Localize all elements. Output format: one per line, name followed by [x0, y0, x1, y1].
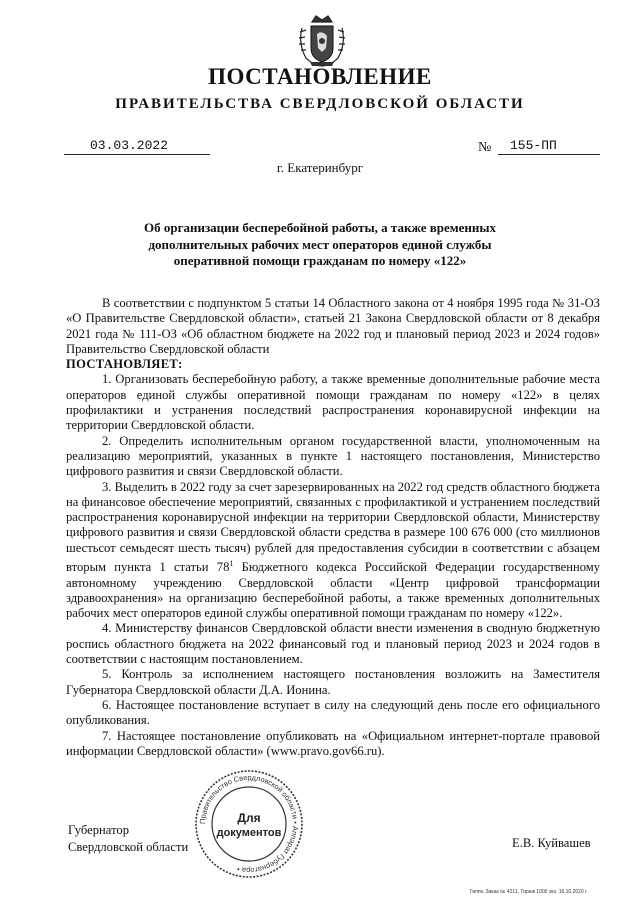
article-superscript: 1 — [229, 559, 234, 569]
coat-of-arms-icon — [296, 14, 348, 68]
seal-center-line-2: документов — [216, 827, 282, 839]
intro-paragraph: В соответствии с подпунктом 5 статьи 14 Областного закона от 4 ноября 1995 года № 31-ОЗ «О Правительстве Свердловской области», статьей 21 Закона Свердловской области от 8 декабря 2021 года № 111-ОЗ «Об областном бюджете на 2022 год и плановый период 2023 и 2024 годов» Правительство Свердловской области — [66, 296, 600, 356]
clause-3-text-a: 3. Выделить в 2022 году за счет зарезервированных на 2022 год средств областного бюджета на финансовое обеспечение мероприятий, связанных с профилактикой и устранением последствий распространения коронавирусной инфекции на территории Свердловской области, Министерству цифрового развития и связи Свердловской области средства в размере 100 676 000 (сто миллионов шестьсот семьдесят шесть тысяч) рублей для предоставления субсидии в соответствии с абзацем вторым пункта 1 статьи 78 — [66, 479, 600, 575]
document-date: 03.03.2022 — [64, 138, 210, 155]
document-number: 155-ПП — [498, 138, 600, 155]
number-sign: № — [478, 140, 492, 155]
issuing-authority: ПРАВИТЕЛЬСТВА СВЕРДЛОВСКОЙ ОБЛАСТИ — [115, 96, 525, 112]
document-heading — [80, 220, 560, 270]
clause-2: 2. Определить исполнительным органом государственной власти, уполномоченным на реализацию мероприятий, указанных в пункте 1 настоящего постановления, Министерство цифрового развития и связи Свердловской области. — [66, 433, 600, 479]
clause-4: 4. Министерству финансов Свердловской области внести изменения в сводную бюджетную роспись областного бюджета на 2022 финансовый год и плановый период 2023 и 2024 годов в соответствии с настоящим постановлением. — [66, 621, 600, 667]
document-body — [66, 296, 600, 759]
heading-line: Об организации бесперебойной работы, а также временных — [143, 220, 496, 235]
seal-center-line-1: Для — [237, 811, 261, 825]
print-footer: Гиппк. Заказ № 4211. Тираж 1000 экз. 16.10.2020 г. — [470, 889, 588, 895]
clause-5: 5. Контроль за исполнением настоящего постановления возложить на Заместителя Губернатора Свердловской области Д.А. Ионина. — [66, 667, 600, 697]
clause-6: 6. Настоящее постановление вступает в силу на следующий день после его официального опубликования. — [66, 697, 600, 728]
clause-7: 7. Настоящее постановление опубликовать на «Официальном интернет-портале правовой информации Свердловской области» (www.pravo.gov66.ru). — [66, 728, 600, 758]
resolve-word: ПОСТАНОВЛЯЕТ: — [66, 357, 183, 372]
official-seal — [193, 768, 305, 880]
heading-line: оперативной помощи гражданам по номеру «122» — [173, 253, 467, 268]
heading-line: дополнительных рабочих мест операторов единой службы — [148, 236, 492, 252]
signatory-title-line-2: Свердловской области — [68, 840, 189, 854]
clause-3 — [66, 480, 600, 622]
signatory-name: Е.В. Куйвашев — [512, 836, 591, 850]
signatory-title-line-1: Губернатор — [68, 823, 129, 837]
city-line: г. Екатеринбург — [276, 160, 364, 175]
document-type-title: ПОСТАНОВЛЕНИЕ — [208, 64, 432, 89]
clause-3-text-b: Бюджетного кодекса Российской Федерации государственному автономному учреждению Свердловской области «Центр цифровой трансформации здравоохранения» на организацию бесперебойной работы, а также временных дополнительных рабочих мест операторов единой службы оперативной помощи гражданам по номеру «122». — [66, 560, 601, 621]
seal-ring-text: Правительство Свердловской области • Аппарат Губернатора • — [197, 772, 301, 876]
clause-1: 1. Организовать бесперебойную работу, а также временные дополнительные рабочие места операторов единой службы оперативной помощи гражданам по номеру «122» в целях профилактики и устранения последствий распространения коронавирусной инфекции на территории Свердловской области. — [66, 372, 600, 433]
signatory-title — [68, 822, 188, 856]
